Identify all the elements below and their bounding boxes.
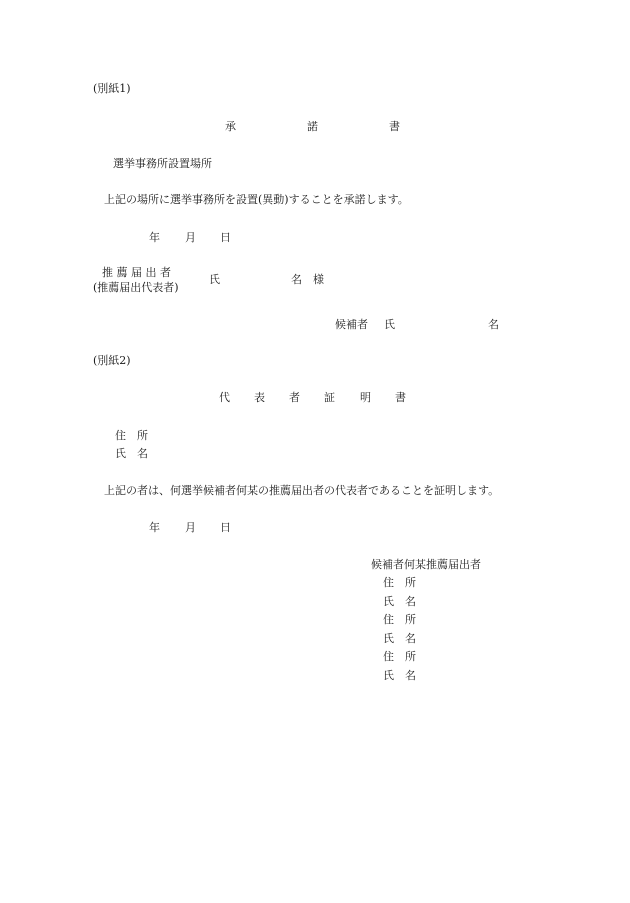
title-char: 書: [395, 391, 406, 404]
candidate-name-line: [0, 318, 630, 332]
title-char: 代: [219, 391, 230, 404]
certificate-title: [0, 391, 630, 405]
consent-statement: 上記の場所に選挙事務所を設置(異動)することを承諾します。: [104, 193, 409, 206]
title-char: 証: [324, 391, 335, 404]
attachment-1-label: (別紙1): [93, 82, 131, 95]
nominator-address: 住 所: [383, 576, 416, 589]
date-line-1: [0, 231, 630, 245]
nominator-label: 推 薦 届 出 者: [102, 266, 171, 279]
nominator-name-line: [0, 273, 630, 287]
nominator-name: 氏 名: [383, 669, 416, 682]
nominator-representative-label: (推薦届出代表者): [93, 281, 179, 294]
title-char: 者: [289, 391, 300, 404]
office-location-label: 選挙事務所設置場所: [113, 157, 212, 170]
shi-char: 氏: [209, 273, 220, 286]
title-char: 表: [254, 391, 265, 404]
nominator-address: 住 所: [383, 650, 416, 663]
nominator-heading: 候補者何某推薦届出者: [371, 558, 481, 571]
day-label: 日: [220, 521, 231, 534]
title-char: 承: [225, 120, 236, 133]
mei-char: 名: [488, 318, 499, 331]
name-label: 氏 名: [115, 447, 148, 460]
mei-char: 名: [291, 273, 302, 286]
month-label: 月: [185, 231, 196, 244]
nominator-address: 住 所: [383, 613, 416, 626]
date-line-2: [0, 521, 630, 535]
consent-title: [0, 120, 630, 134]
nominator-name: 氏 名: [383, 632, 416, 645]
sama-char: 様: [313, 273, 324, 286]
year-label: 年: [149, 231, 160, 244]
title-char: 諾: [307, 120, 318, 133]
title-char: 書: [389, 120, 400, 133]
candidate-label: 候補者: [335, 318, 368, 331]
shi-char: 氏: [384, 318, 395, 331]
certificate-statement: 上記の者は、何選挙候補者何某の推薦届出者の代表者であることを証明します。: [104, 484, 500, 497]
month-label: 月: [185, 521, 196, 534]
day-label: 日: [220, 231, 231, 244]
year-label: 年: [149, 521, 160, 534]
nominator-name: 氏 名: [383, 595, 416, 608]
title-char: 明: [360, 391, 371, 404]
attachment-2-label: (別紙2): [93, 354, 131, 367]
address-label: 住 所: [115, 429, 148, 442]
